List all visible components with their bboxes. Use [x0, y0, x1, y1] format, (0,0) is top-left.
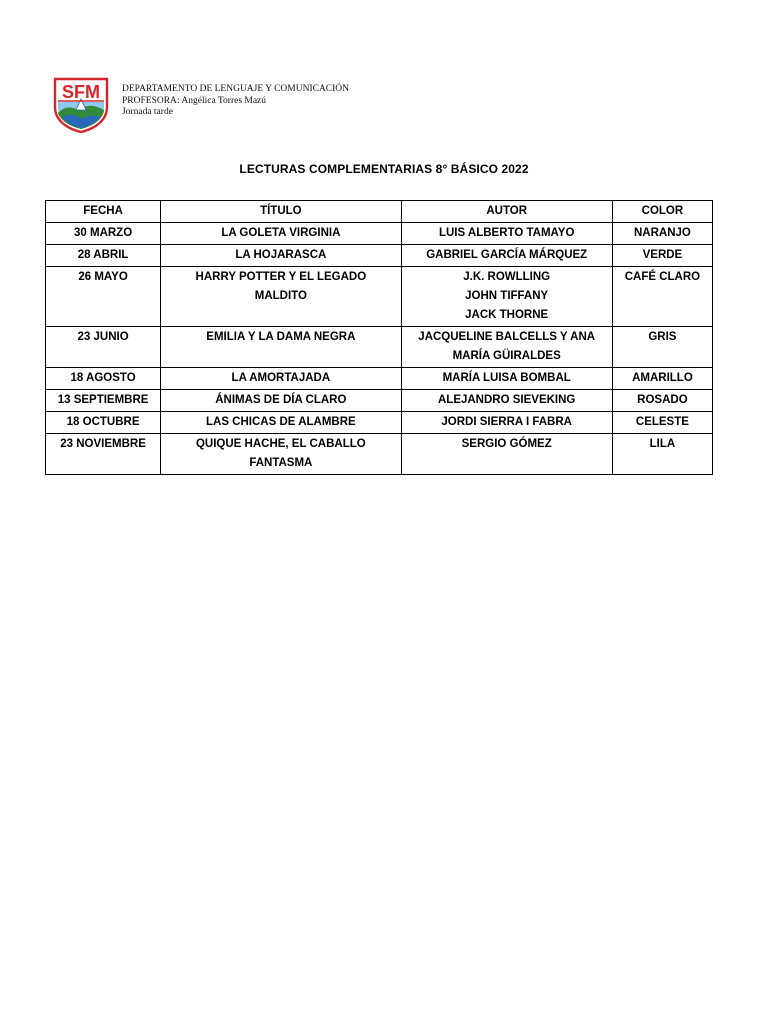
author-line: J.K. ROWLLING — [463, 271, 551, 283]
table-header-row — [46, 201, 713, 223]
title-line: MALDITO — [254, 290, 307, 302]
table-body — [46, 223, 713, 475]
author-line: LUIS ALBERTO TAMAYO — [438, 227, 575, 239]
color-cell: GRIS — [612, 327, 712, 368]
title-cell — [161, 245, 401, 267]
title-line: LA AMORTAJADA — [231, 372, 331, 384]
title-line: ÁNIMAS DE DÍA CLARO — [215, 394, 347, 406]
author-line: GABRIEL GARCÍA MÁRQUEZ — [426, 249, 588, 261]
logo-letters: SFM — [62, 82, 100, 102]
department-line: DEPARTAMENTO DE LENGUAJE Y COMUNICACIÓN — [122, 84, 350, 94]
school-logo — [52, 77, 110, 133]
author-cell — [401, 412, 612, 434]
title-cell — [161, 327, 401, 368]
author-cell — [401, 390, 612, 412]
title-line: HARRY POTTER Y EL LEGADO — [195, 271, 367, 283]
color-cell: CAFÉ CLARO — [612, 267, 712, 327]
table-row — [46, 390, 713, 412]
date-cell: 23 JUNIO — [46, 327, 161, 368]
author-line: MARÍA LUISA BOMBAL — [442, 372, 571, 384]
author-cell — [401, 434, 612, 475]
title-cell — [161, 368, 401, 390]
teacher-line: PROFESORA: Angélica Torres Mazú — [122, 95, 267, 106]
table-row — [46, 245, 713, 267]
date-cell: 18 OCTUBRE — [46, 412, 161, 434]
author-cell — [401, 245, 612, 267]
color-cell: VERDE — [612, 245, 712, 267]
table-row — [46, 327, 713, 368]
column-header-date: FECHA — [46, 201, 161, 223]
title-cell — [161, 223, 401, 245]
table-row — [46, 368, 713, 390]
column-header-author: AUTOR — [401, 201, 612, 223]
author-line: JACQUELINE BALCELLS Y ANA — [418, 331, 596, 343]
author-line: SERGIO GÓMEZ — [461, 438, 552, 450]
color-cell: CELESTE — [612, 412, 712, 434]
shift-line: Jornada tarde — [122, 107, 173, 117]
title-cell — [161, 434, 401, 475]
readings-table — [45, 200, 713, 475]
date-cell: 26 MAYO — [46, 267, 161, 327]
color-cell: ROSADO — [612, 390, 712, 412]
author-cell — [401, 327, 612, 368]
column-header-color: COLOR — [612, 201, 712, 223]
date-cell: 30 MARZO — [46, 223, 161, 245]
title-line: FANTASMA — [249, 457, 313, 469]
table-row — [46, 267, 713, 327]
column-header-title: TÍTULO — [161, 201, 401, 223]
color-cell: NARANJO — [612, 223, 712, 245]
author-line: JACK THORNE — [465, 309, 549, 321]
department-header — [122, 84, 349, 119]
title-line: QUIQUE HACHE, EL CABALLO — [195, 438, 366, 450]
table-row — [46, 412, 713, 434]
title-line: LA HOJARASCA — [235, 249, 327, 261]
author-cell — [401, 223, 612, 245]
title-cell — [161, 412, 401, 434]
date-cell: 18 AGOSTO — [46, 368, 161, 390]
table-row — [46, 223, 713, 245]
date-cell: 23 NOVIEMBRE — [46, 434, 161, 475]
author-line: JOHN TIFFANY — [465, 290, 549, 302]
author-cell — [401, 368, 612, 390]
title-cell — [161, 390, 401, 412]
title-line: EMILIA Y LA DAMA NEGRA — [206, 331, 356, 343]
author-line: JORDI SIERRA I FABRA — [441, 416, 572, 428]
table-row — [46, 434, 713, 475]
author-line: MARÍA GÜIRALDES — [452, 350, 561, 362]
date-cell: 28 ABRIL — [46, 245, 161, 267]
color-cell: LILA — [612, 434, 712, 475]
page-title: LECTURAS COMPLEMENTARIAS 8° BÁSICO 2022 — [239, 162, 529, 176]
title-cell — [161, 267, 401, 327]
color-cell: AMARILLO — [612, 368, 712, 390]
title-line: LAS CHICAS DE ALAMBRE — [205, 416, 356, 428]
author-cell — [401, 267, 612, 327]
author-line: ALEJANDRO SIEVEKING — [437, 394, 576, 406]
title-line: LA GOLETA VIRGINIA — [221, 227, 341, 239]
date-cell: 13 SEPTIEMBRE — [46, 390, 161, 412]
